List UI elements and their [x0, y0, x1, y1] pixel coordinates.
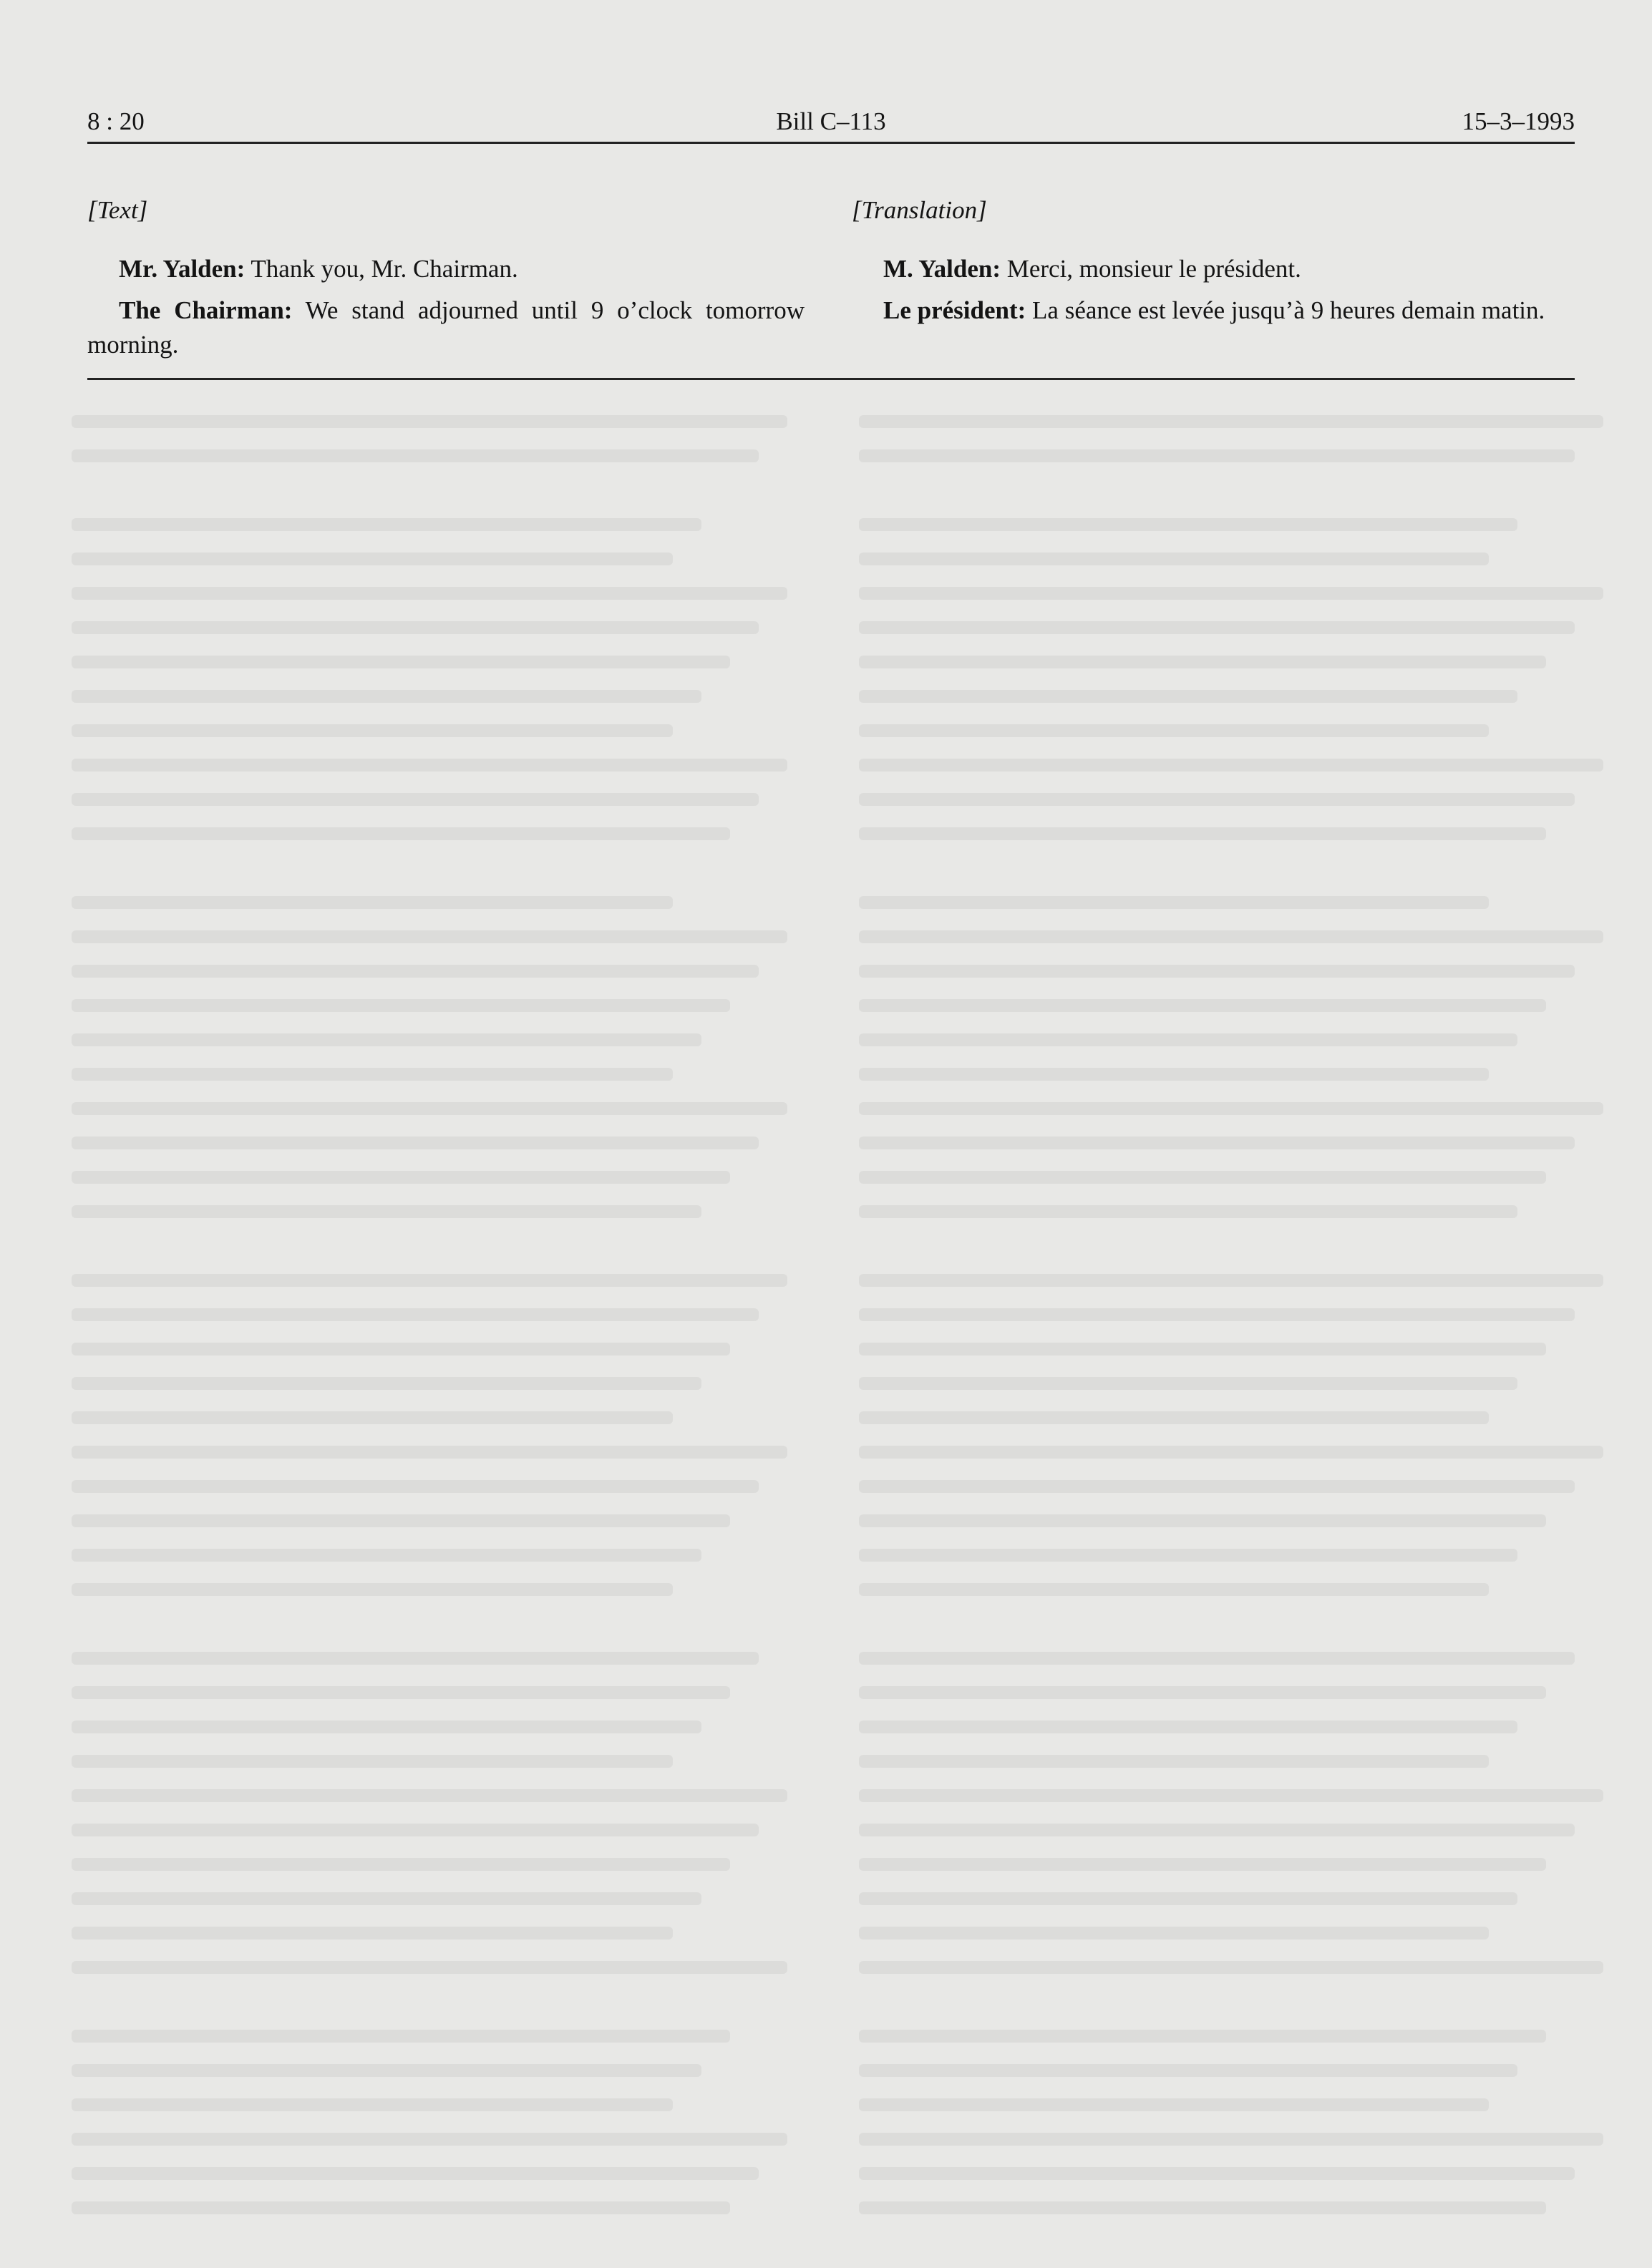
- speaker-name: Mr. Yalden:: [119, 255, 246, 283]
- bleed-ghost-line: [72, 1892, 701, 1905]
- transcript-paragraph: [852, 252, 1575, 286]
- bleed-ghost-line: [72, 1308, 759, 1321]
- speech-text: Merci, monsieur le président.: [1000, 255, 1301, 283]
- bleed-ghost-line: [859, 1308, 1575, 1321]
- bleed-ghost-line: [859, 759, 1603, 772]
- bleed-ghost-line: [859, 1171, 1546, 1184]
- bleed-ghost-line: [72, 415, 787, 428]
- french-column: [852, 193, 1575, 335]
- page-number: 8 : 20: [87, 107, 145, 135]
- bleed-ghost-line: [72, 1927, 673, 1940]
- transcript-paragraph: [852, 293, 1575, 328]
- header-divider: [87, 142, 1575, 144]
- section-label-text: [Text]: [87, 196, 148, 224]
- bleed-ghost-line: [72, 2030, 730, 2043]
- transcript-paragraph: [87, 293, 805, 362]
- bleed-ghost-line: [72, 930, 787, 943]
- bleed-ghost-line: [72, 1411, 673, 1424]
- bleed-ghost-line: [72, 587, 787, 600]
- bleed-ghost-line: [72, 827, 730, 840]
- bleed-ghost-line: [72, 1824, 759, 1836]
- bleed-ghost-line: [72, 1274, 787, 1287]
- bleed-ghost-line: [72, 1961, 787, 1974]
- bleed-ghost-line: [859, 1892, 1517, 1905]
- bleed-ghost-line: [859, 587, 1603, 600]
- bleed-ghost-line: [72, 1858, 730, 1871]
- bleed-ghost-line: [859, 1652, 1575, 1665]
- bleed-ghost-line: [72, 1377, 701, 1390]
- bleed-ghost-line: [859, 2133, 1603, 2146]
- bleed-ghost-line: [72, 1755, 673, 1768]
- bleed-ghost-line: [859, 1686, 1546, 1699]
- bleed-ghost-line: [859, 1068, 1489, 1081]
- bleed-ghost-line: [72, 1514, 730, 1527]
- bleed-ghost-line: [859, 1583, 1489, 1596]
- bleed-ghost-line: [72, 518, 701, 531]
- english-column: [87, 193, 805, 369]
- bleed-ghost-line: [859, 1102, 1603, 1115]
- bleed-ghost-line: [859, 2064, 1517, 2077]
- speaker-name: Le président:: [883, 296, 1026, 324]
- bleed-ghost-line: [72, 449, 759, 462]
- bleed-ghost-line: [859, 1274, 1603, 1287]
- bleed-ghost-line: [72, 1343, 730, 1356]
- bleed-ghost-line: [72, 1033, 701, 1046]
- transcript-paragraph: [87, 252, 805, 286]
- bleed-ghost-line: [72, 2167, 759, 2180]
- bleed-ghost-line: [72, 2201, 730, 2214]
- bleed-ghost-line: [72, 1721, 701, 1733]
- speaker-name: M. Yalden:: [883, 255, 1001, 283]
- bleed-ghost-line: [859, 896, 1489, 909]
- bleed-ghost-line: [859, 1480, 1575, 1493]
- bleed-ghost-line: [72, 553, 673, 565]
- bleed-ghost-line: [859, 690, 1517, 703]
- speech-text: Thank you, Mr. Chairman.: [245, 255, 518, 283]
- page-date: 15–3–1993: [1462, 107, 1575, 135]
- bleed-ghost-line: [859, 1377, 1517, 1390]
- bleed-ghost-line: [859, 1205, 1517, 1218]
- bleed-ghost-line: [72, 896, 673, 909]
- bleed-ghost-line: [859, 1549, 1517, 1562]
- bleed-ghost-line: [859, 656, 1546, 668]
- bleed-ghost-line: [72, 2133, 787, 2146]
- bleed-ghost-line: [72, 2098, 673, 2111]
- bleed-ghost-line: [859, 2167, 1575, 2180]
- bleed-ghost-line: [72, 724, 673, 737]
- bleed-ghost-line: [72, 1102, 787, 1115]
- bleed-ghost-line: [72, 1446, 787, 1459]
- bleed-ghost-line: [72, 690, 701, 703]
- bleed-ghost-line: [72, 965, 759, 978]
- bleed-ghost-line: [72, 1652, 759, 1665]
- bleed-ghost-line: [859, 621, 1575, 634]
- bleed-ghost-line: [72, 2064, 701, 2077]
- bleed-ghost-line: [859, 1033, 1517, 1046]
- bleed-ghost-line: [72, 1583, 673, 1596]
- bleed-ghost-line: [859, 1961, 1603, 1974]
- bleed-ghost-line: [859, 553, 1489, 565]
- bleed-ghost-line: [859, 965, 1575, 978]
- bleed-ghost-line: [72, 1205, 701, 1218]
- bleed-ghost-line: [72, 999, 730, 1012]
- bleed-ghost-line: [72, 1171, 730, 1184]
- bleed-ghost-line: [859, 1755, 1489, 1768]
- section-end-divider: [87, 378, 1575, 380]
- bleed-ghost-line: [859, 1137, 1575, 1149]
- bleed-ghost-line: [859, 449, 1575, 462]
- bleed-ghost-line: [859, 827, 1546, 840]
- bleed-ghost-line: [859, 930, 1603, 943]
- bleed-ghost-line: [859, 1824, 1575, 1836]
- bleed-ghost-line: [859, 1343, 1546, 1356]
- bleed-ghost-line: [72, 759, 787, 772]
- bleed-ghost-line: [72, 1068, 673, 1081]
- bill-title: Bill C–113: [776, 107, 886, 135]
- bleed-ghost-line: [859, 2030, 1546, 2043]
- bleed-ghost-line: [859, 2098, 1489, 2111]
- bleed-ghost-line: [859, 518, 1517, 531]
- speech-text: La séance est levée jusqu’à 9 heures demain matin.: [1026, 296, 1545, 324]
- bleed-ghost-line: [859, 1858, 1546, 1871]
- bleed-ghost-line: [72, 1549, 701, 1562]
- bleed-ghost-line: [859, 793, 1575, 806]
- bleed-ghost-line: [859, 1514, 1546, 1527]
- bleed-ghost-line: [72, 656, 730, 668]
- bleed-ghost-line: [72, 1137, 759, 1149]
- speaker-name: The Chairman:: [119, 296, 293, 324]
- bleed-ghost-line: [859, 724, 1489, 737]
- bleed-ghost-line: [859, 2201, 1546, 2214]
- bleed-ghost-line: [859, 1411, 1489, 1424]
- bleed-ghost-line: [72, 793, 759, 806]
- bleed-ghost-line: [859, 415, 1603, 428]
- bleed-ghost-line: [859, 1789, 1603, 1802]
- bleed-ghost-line: [72, 621, 759, 634]
- speech-text: We stand adjourned until 9 o’clock tomorrow morning.: [87, 296, 805, 359]
- section-label-translation: [Translation]: [852, 196, 987, 224]
- bleed-ghost-line: [72, 1789, 787, 1802]
- bleed-ghost-line: [859, 1721, 1517, 1733]
- bleed-ghost-line: [72, 1480, 759, 1493]
- bleed-ghost-line: [859, 999, 1546, 1012]
- bleed-ghost-line: [72, 1686, 730, 1699]
- bleed-ghost-line: [859, 1927, 1489, 1940]
- bleed-ghost-line: [859, 1446, 1603, 1459]
